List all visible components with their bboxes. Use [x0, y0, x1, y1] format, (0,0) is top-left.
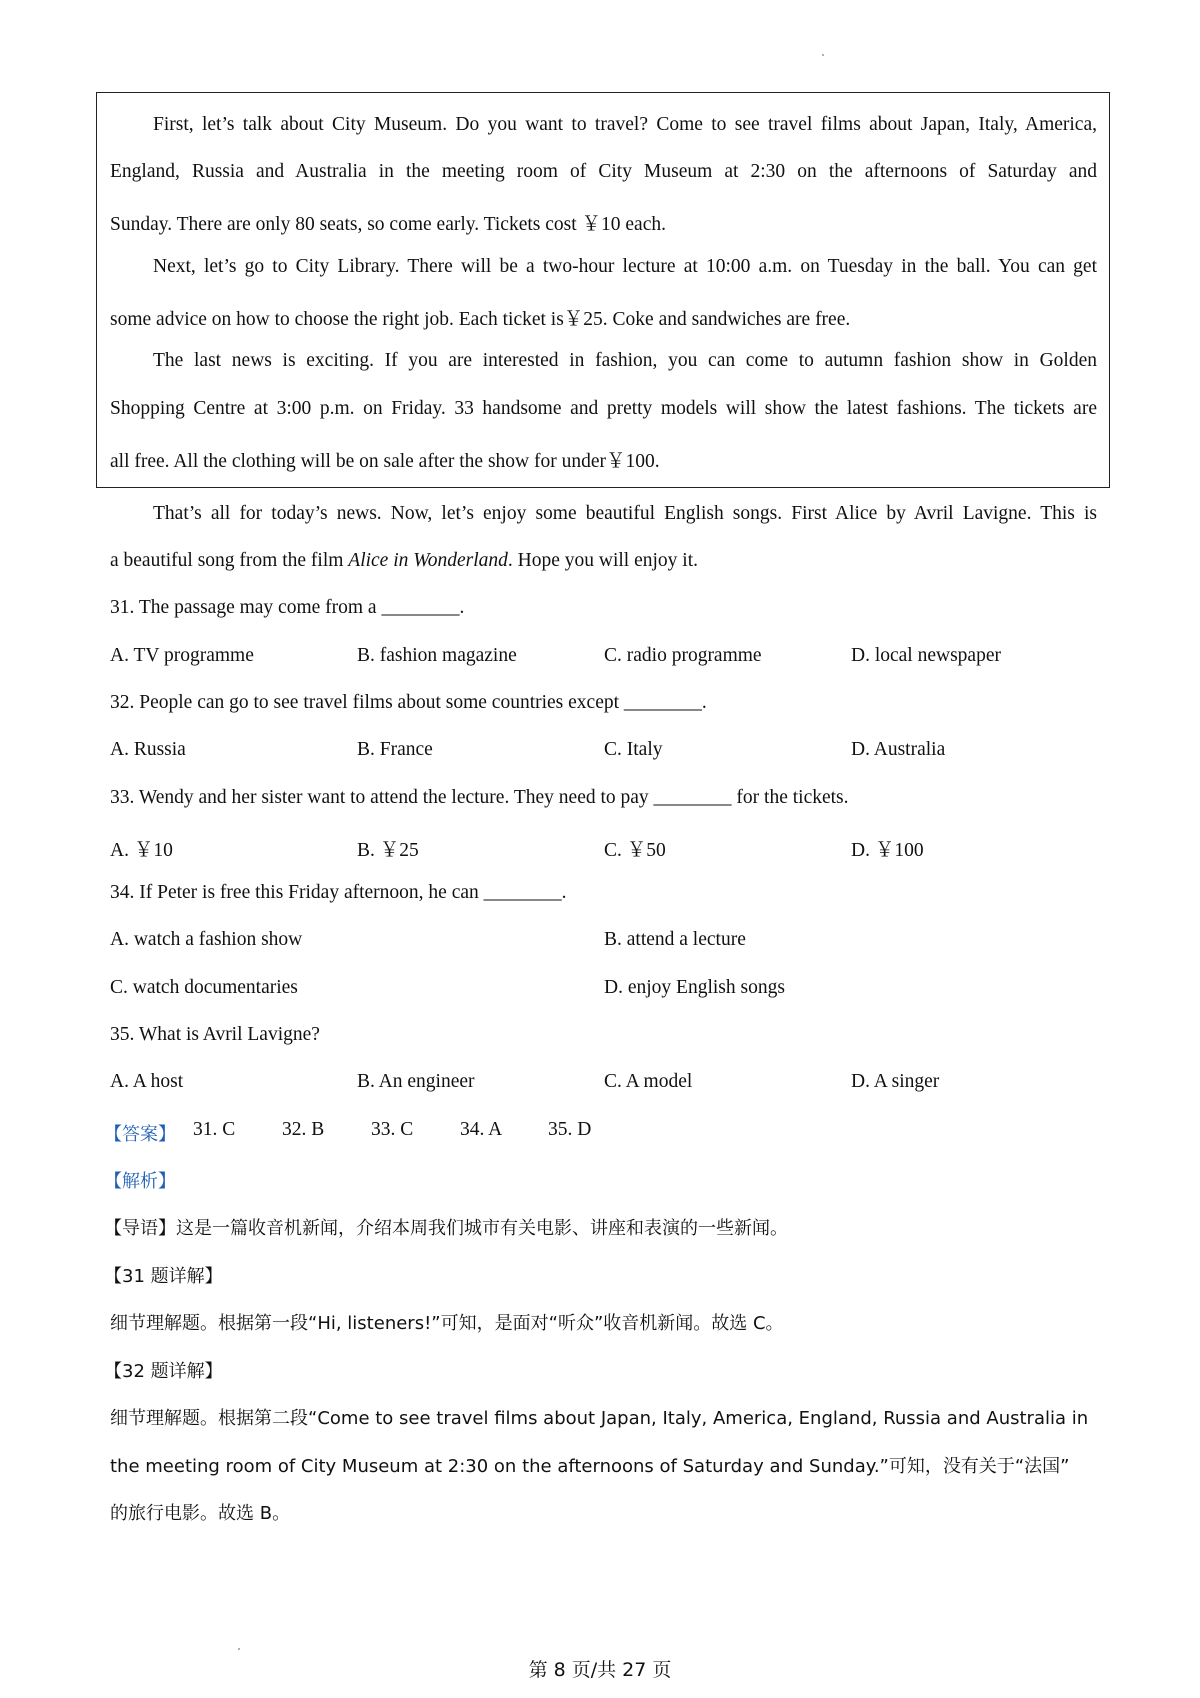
intro-text: 这是一篇收音机新闻，介绍本周我们城市有关电影、讲座和表演的一些新闻。: [176, 1218, 788, 1239]
scan-dot: [822, 54, 824, 56]
q32-option-b: B. France: [357, 739, 433, 760]
q31-option-d: D. local newspaper: [851, 645, 1001, 666]
q32-option-d: D. Australia: [851, 739, 946, 760]
q31-option-b: B. fashion magazine: [357, 645, 517, 666]
q35-option-d: D. A singer: [851, 1071, 940, 1092]
q34-option-b: B. attend a lecture: [604, 929, 746, 950]
passage-p3-line1: The last news is exciting. If you are interested in fashion, you can come to autumn fashion show in Golden: [153, 350, 1097, 371]
question-35-stem: 35. What is Avril Lavigne?: [110, 1024, 320, 1045]
answer-33: 33. C: [371, 1119, 414, 1140]
q33-option-c: C. ￥50: [604, 840, 666, 861]
passage-p3-line2: Shopping Centre at 3:00 p.m. on Friday. 33 handsome and pretty models will show the latest fashions. The tickets are: [110, 398, 1097, 419]
passage-p3-line3: all free. All the clothing will be on sale after the show for under￥100.: [110, 451, 660, 472]
q34-option-d: D. enjoy English songs: [604, 977, 785, 998]
answer-34: 34. A: [460, 1119, 503, 1140]
answer-label: 【答案】: [104, 1124, 176, 1145]
intro-line: [104, 1214, 788, 1240]
q34-option-c: C. watch documentaries: [110, 977, 298, 998]
passage-p1-line2: England, Russia and Australia in the meeting room of City Museum at 2:30 on the afternoons of Saturday and: [110, 161, 1097, 182]
q32-option-c: C. Italy: [604, 739, 663, 760]
q32-option-a: A. Russia: [110, 739, 186, 760]
q32-detail-line3: 的旅行电影。故选 B。: [110, 1503, 291, 1524]
q32-detail-line1: 细节理解题。根据第二段“Come to see travel films about Japan, Italy, America, England, Russia and Australia in: [110, 1408, 1089, 1429]
q32-detail-line2: the meeting room of City Museum at 2:30 on the afternoons of Saturday and Sunday.”可知，没有关于“法国”: [110, 1456, 1070, 1477]
passage-box: [96, 92, 1110, 488]
passage-p4-line2: a beautiful song from the film Alice in Wonderland. Hope you will enjoy it.: [110, 550, 698, 571]
scan-dot: [238, 1648, 240, 1650]
answer-31: 31. C: [193, 1119, 236, 1140]
q35-option-b: B. An engineer: [357, 1071, 475, 1092]
q35-option-a: A. A host: [110, 1071, 184, 1092]
q31-detail-text: 细节理解题。根据第一段“Hi, listeners!”可知，是面对“听众”收音机新闻。故选 C。: [110, 1313, 784, 1334]
q32-detail-label: 【32 题详解】: [104, 1361, 223, 1382]
page-footer: 第 8 页/共 27 页: [528, 1659, 672, 1681]
q33-option-a: A. ￥10: [110, 840, 173, 861]
passage-p1-line3: Sunday. There are only 80 seats, so come early. Tickets cost ￥10 each.: [110, 214, 666, 235]
answer-35: 35. D: [548, 1119, 592, 1140]
answer-32: 32. B: [282, 1119, 325, 1140]
question-33-stem: 33. Wendy and her sister want to attend the lecture. They need to pay ________ for the tickets.: [110, 787, 849, 808]
passage-p2-line1: Next, let’s go to City Library. There will be a two-hour lecture at 10:00 a.m. on Tuesday in the ball. You can get: [153, 256, 1097, 277]
q31-detail-label: 【31 题详解】: [104, 1266, 223, 1287]
question-34-stem: 34. If Peter is free this Friday afternoon, he can ________.: [110, 882, 567, 903]
analysis-label: 【解析】: [104, 1171, 176, 1192]
question-31-stem: 31. The passage may come from a ________.: [110, 597, 465, 618]
q31-option-c: C. radio programme: [604, 645, 762, 666]
q31-option-a: A. TV programme: [110, 645, 254, 666]
passage-p2-line2: some advice on how to choose the right job. Each ticket is￥25. Coke and sandwiches are free.: [110, 309, 851, 330]
intro-label: 【导语】: [104, 1218, 176, 1239]
question-32-stem: 32. People can go to see travel films about some countries except ________.: [110, 692, 707, 713]
q35-option-c: C. A model: [604, 1071, 693, 1092]
q33-option-d: D. ￥100: [851, 840, 924, 861]
passage-p4-line1: That’s all for today’s news. Now, let’s enjoy some beautiful English songs. First Alice by Avril Lavigne. This is: [153, 503, 1097, 524]
q33-option-b: B. ￥25: [357, 840, 419, 861]
q34-option-a: A. watch a fashion show: [110, 929, 303, 950]
film-title: Alice in Wonderland: [348, 550, 508, 571]
passage-p1-line1: First, let’s talk about City Museum. Do you want to travel? Come to see travel films about Japan, Italy, America,: [153, 114, 1097, 135]
